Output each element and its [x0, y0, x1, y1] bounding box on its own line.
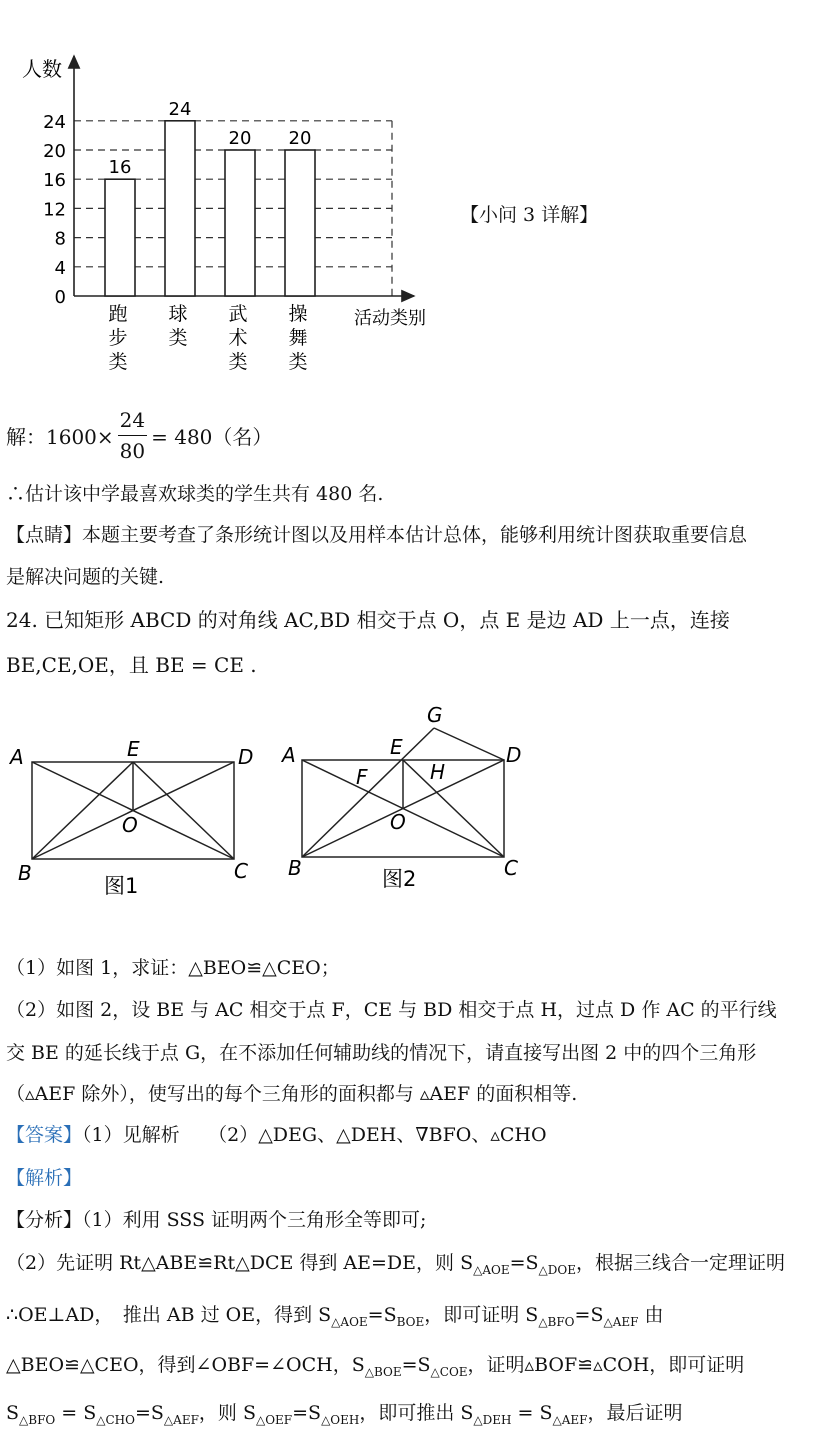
label-c: C: [504, 856, 518, 880]
category-label: 跑: [108, 303, 128, 325]
text: ，根据三线合一定理证明: [576, 1252, 786, 1274]
text: ，即可推出 S: [359, 1402, 474, 1424]
label-b: B: [18, 861, 32, 885]
part-2-line-3: （▵AEF 除外），使写出的每个三角形的面积都与 ▵AEF 的面积相等.: [6, 1083, 578, 1105]
segment-ce: [403, 760, 504, 857]
subscript: BOE: [396, 1314, 425, 1329]
figure-1: [0, 700, 280, 900]
comment-line-2: 是解决问题的关键.: [6, 566, 165, 588]
label-d: D: [506, 743, 522, 767]
answer-line: [6, 1122, 547, 1148]
category-label: 类: [288, 351, 308, 373]
bar: [105, 179, 135, 296]
solution-line: [6, 405, 272, 466]
bar-value-label: 24: [168, 98, 192, 120]
text: ，最后证明: [587, 1402, 683, 1424]
text: =S: [367, 1304, 397, 1326]
segment-bg: [302, 728, 434, 857]
text: ，则 S: [198, 1402, 256, 1424]
label-e: E: [390, 735, 403, 759]
category-label: 术: [228, 327, 248, 349]
label-a: A: [282, 743, 296, 767]
label-o: O: [122, 813, 138, 837]
y-tick-label: 0: [54, 287, 66, 308]
text: △BEO≌△CEO，得到∠OBF=∠OCH，S: [6, 1354, 365, 1376]
subscript: △CHO: [96, 1412, 135, 1427]
category-label: 球: [168, 303, 188, 325]
fraction-denominator: 80: [119, 439, 146, 463]
fraction: [118, 405, 147, 466]
subscript: △OEH: [321, 1412, 360, 1427]
segment-ce: [133, 762, 234, 859]
label-h: H: [430, 760, 446, 784]
text: （2）先证明 Rt△ABE≌Rt△DCE 得到 AE=DE，则 S: [6, 1252, 474, 1274]
subscript: △AOE: [331, 1314, 368, 1329]
label-e: E: [127, 737, 140, 761]
bar: [165, 121, 195, 296]
subscript: △DOE: [538, 1262, 576, 1277]
text: = S: [511, 1402, 553, 1424]
figure-2: [270, 700, 550, 900]
y-axis-label: 人数: [22, 57, 62, 81]
text: 由: [638, 1304, 664, 1326]
part-2-line-2: 交 BE 的延长线于点 G，在不添加任何辅助线的情况下，请直接写出图 2 中的四个三角形: [6, 1042, 757, 1064]
text: =S: [292, 1402, 322, 1424]
x-axis-label: 活动类别: [354, 308, 426, 329]
segment-gd: [434, 728, 504, 760]
bar-chart: [0, 0, 470, 390]
text: =S: [574, 1304, 604, 1326]
text: =S: [509, 1252, 539, 1274]
text: =S: [134, 1402, 164, 1424]
segment-be: [32, 762, 133, 859]
analysis-tag: 【解析】: [6, 1167, 83, 1189]
subscript: △AEF: [603, 1314, 639, 1329]
bar-value-label: 20: [228, 128, 252, 149]
text: ，即可证明 S: [424, 1304, 539, 1326]
subscript: △COE: [430, 1364, 468, 1379]
bar: [285, 150, 315, 296]
answer-tag: 【答案】: [6, 1124, 83, 1146]
label-f: F: [356, 765, 368, 789]
analysis-line-2: [6, 1250, 785, 1283]
fraction-numerator: 24: [118, 405, 147, 436]
text: ，证明▵BOF≌▵COH，即可证明: [467, 1354, 745, 1376]
label-d: D: [238, 745, 254, 769]
subscript: △DEH: [473, 1412, 512, 1427]
subscript: △BFO: [538, 1314, 575, 1329]
y-tick-label: 16: [43, 170, 66, 192]
category-label: 类: [168, 327, 188, 349]
y-tick-label: 4: [54, 257, 66, 279]
figure-1-caption: 图1: [104, 874, 139, 898]
category-label: 类: [228, 351, 248, 373]
category-label: 类: [108, 351, 128, 373]
text: ∴OE⊥AD， 推出 AB 过 OE，得到 S: [6, 1304, 332, 1326]
figure-2-caption: 图2: [382, 867, 417, 891]
conclusion: ∴估计该中学最喜欢球类的学生共有 480 名.: [6, 483, 384, 505]
side-note: 【小问 3 详解】: [460, 204, 599, 226]
analysis-line-3: [6, 1302, 664, 1335]
part-2-line-1: （2）如图 2，设 BE 与 AC 相交于点 F，CE 与 BD 相交于点 H，过点 D 作 AC 的平行线: [6, 999, 777, 1021]
comment-line-1: 【点睛】本题主要考查了条形统计图以及用样本估计总体，能够利用统计图获取重要信息: [6, 524, 748, 546]
category-label: 步: [108, 327, 128, 349]
label-a: A: [10, 745, 24, 769]
y-tick-label: 24: [43, 111, 66, 133]
analysis-line-5: [6, 1400, 683, 1433]
subscript: △BFO: [19, 1412, 56, 1427]
category-label: 操: [288, 303, 308, 325]
y-tick-label: 20: [43, 141, 66, 162]
label-c: C: [234, 859, 248, 883]
category-label: 舞: [288, 327, 308, 349]
subscript: △AEF: [163, 1412, 199, 1427]
subscript: △OEF: [255, 1412, 293, 1427]
answer-text: （1）见解析 （2）△DEG、△DEH、∇BFO、▵CHO: [82, 1124, 547, 1146]
solution-prefix: 解：1600×: [6, 425, 114, 449]
y-tick-label: 12: [43, 199, 66, 221]
text: = S: [55, 1402, 97, 1424]
y-tick-label: 8: [54, 228, 66, 250]
bar: [225, 150, 255, 296]
subscript: △AOE: [473, 1262, 510, 1277]
text: S: [6, 1402, 20, 1424]
subscript: △BOE: [364, 1364, 402, 1379]
analysis-line-4: [6, 1352, 744, 1385]
solution-suffix: = 480（名）: [151, 425, 273, 449]
label-o: O: [390, 810, 406, 834]
label-b: B: [288, 856, 302, 880]
part-1: （1）如图 1，求证：△BEO≌△CEO；: [6, 957, 340, 979]
text: =S: [401, 1354, 431, 1376]
bar-value-label: 20: [288, 128, 312, 149]
question-24-line-1: 24. 已知矩形 ABCD 的对角线 AC,BD 相交于点 O，点 E 是边 AD 上一点，连接: [6, 608, 730, 632]
bar-value-label: 16: [108, 157, 132, 179]
subscript: △AEF: [552, 1412, 588, 1427]
label-g: G: [427, 703, 443, 727]
analysis-line: 【分析】（1）利用 SSS 证明两个三角形全等即可;: [6, 1209, 427, 1231]
question-24-line-2: BE,CE,OE，且 BE = CE .: [6, 653, 257, 677]
category-label: 武: [228, 303, 248, 325]
